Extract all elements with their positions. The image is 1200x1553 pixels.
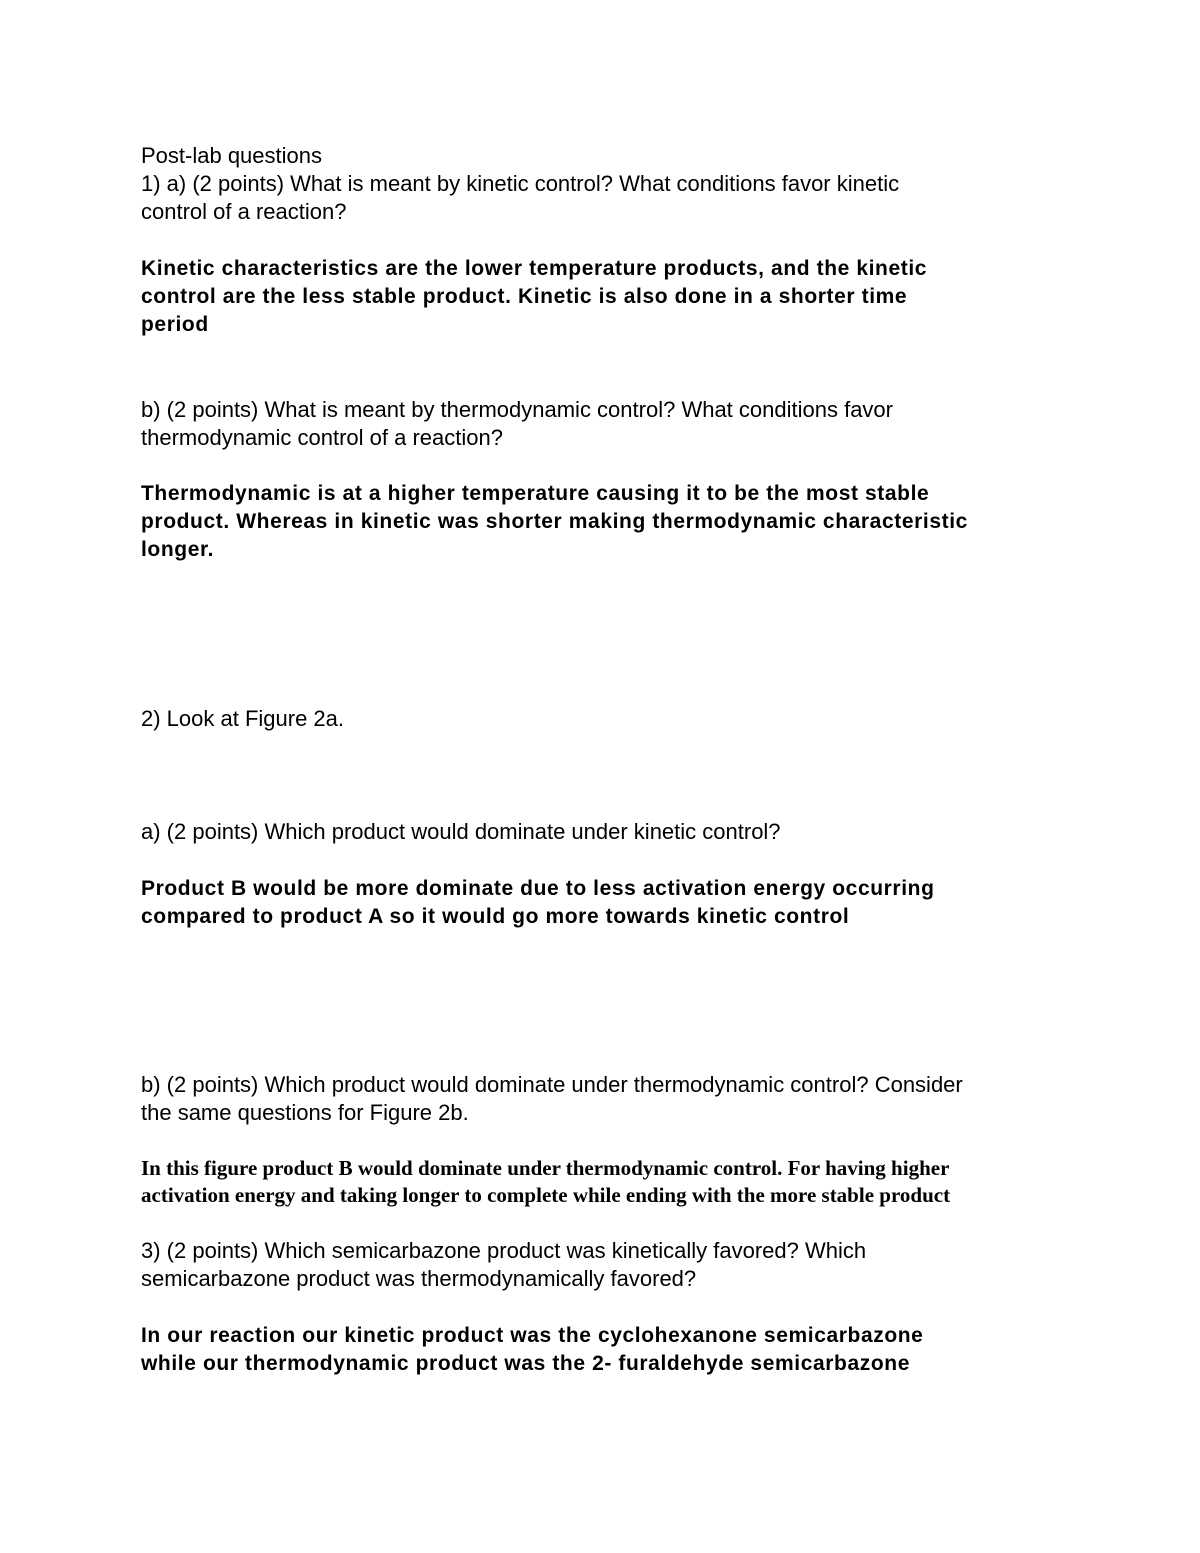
answer-1b-line-2: product. Whereas in kinetic was shorter making thermodynamic characteristic (141, 510, 968, 533)
question-2b-line-2: the same questions for Figure 2b. (141, 1100, 469, 1125)
question-1a-line-1: 1) a) (2 points) What is meant by kinetic control? What conditions favor kinetic (141, 171, 900, 196)
answer-2b-line-2: activation energy and taking longer to complete while ending with the more stable product (141, 1183, 951, 1207)
answer-3-line-2: while our thermodynamic product was the 2- furaldehyde semicarbazone (141, 1352, 910, 1375)
answer-2a-line-1: Product B would be more dominate due to less activation energy occurring (141, 877, 935, 900)
answer-3-line-1: In our reaction our kinetic product was the cyclohexanone semicarbazone (141, 1324, 924, 1347)
question-1a-line-2: control of a reaction? (141, 199, 347, 224)
answer-2a-line-2: compared to product A so it would go more towards kinetic control (141, 905, 850, 928)
answer-1a-line-3: period (141, 313, 209, 336)
question-2: 2) Look at Figure 2a. (141, 706, 345, 731)
answer-1a-line-1: Kinetic characteristics are the lower temperature products, and the kinetic (141, 257, 928, 280)
question-2a: a) (2 points) Which product would dominate under kinetic control? (141, 819, 781, 844)
question-3-line-2: semicarbazone product was thermodynamically favored? (141, 1266, 697, 1291)
question-1b-line-1: b) (2 points) What is meant by thermodynamic control? What conditions favor (141, 397, 893, 422)
question-2b-line-1: b) (2 points) Which product would dominate under thermodynamic control? Consider (141, 1072, 963, 1097)
page-heading: Post-lab questions (141, 143, 322, 168)
question-3-line-1: 3) (2 points) Which semicarbazone product was kinetically favored? Which (141, 1238, 867, 1263)
answer-1b-line-1: Thermodynamic is at a higher temperature causing it to be the most stable (141, 482, 930, 505)
answer-2b-line-1: In this figure product B would dominate under thermodynamic control. For having higher (141, 1156, 950, 1180)
question-1b-line-2: thermodynamic control of a reaction? (141, 425, 503, 450)
answer-1b-line-3: longer. (141, 538, 215, 561)
answer-1a-line-2: control are the less stable product. Kinetic is also done in a shorter time (141, 285, 908, 308)
